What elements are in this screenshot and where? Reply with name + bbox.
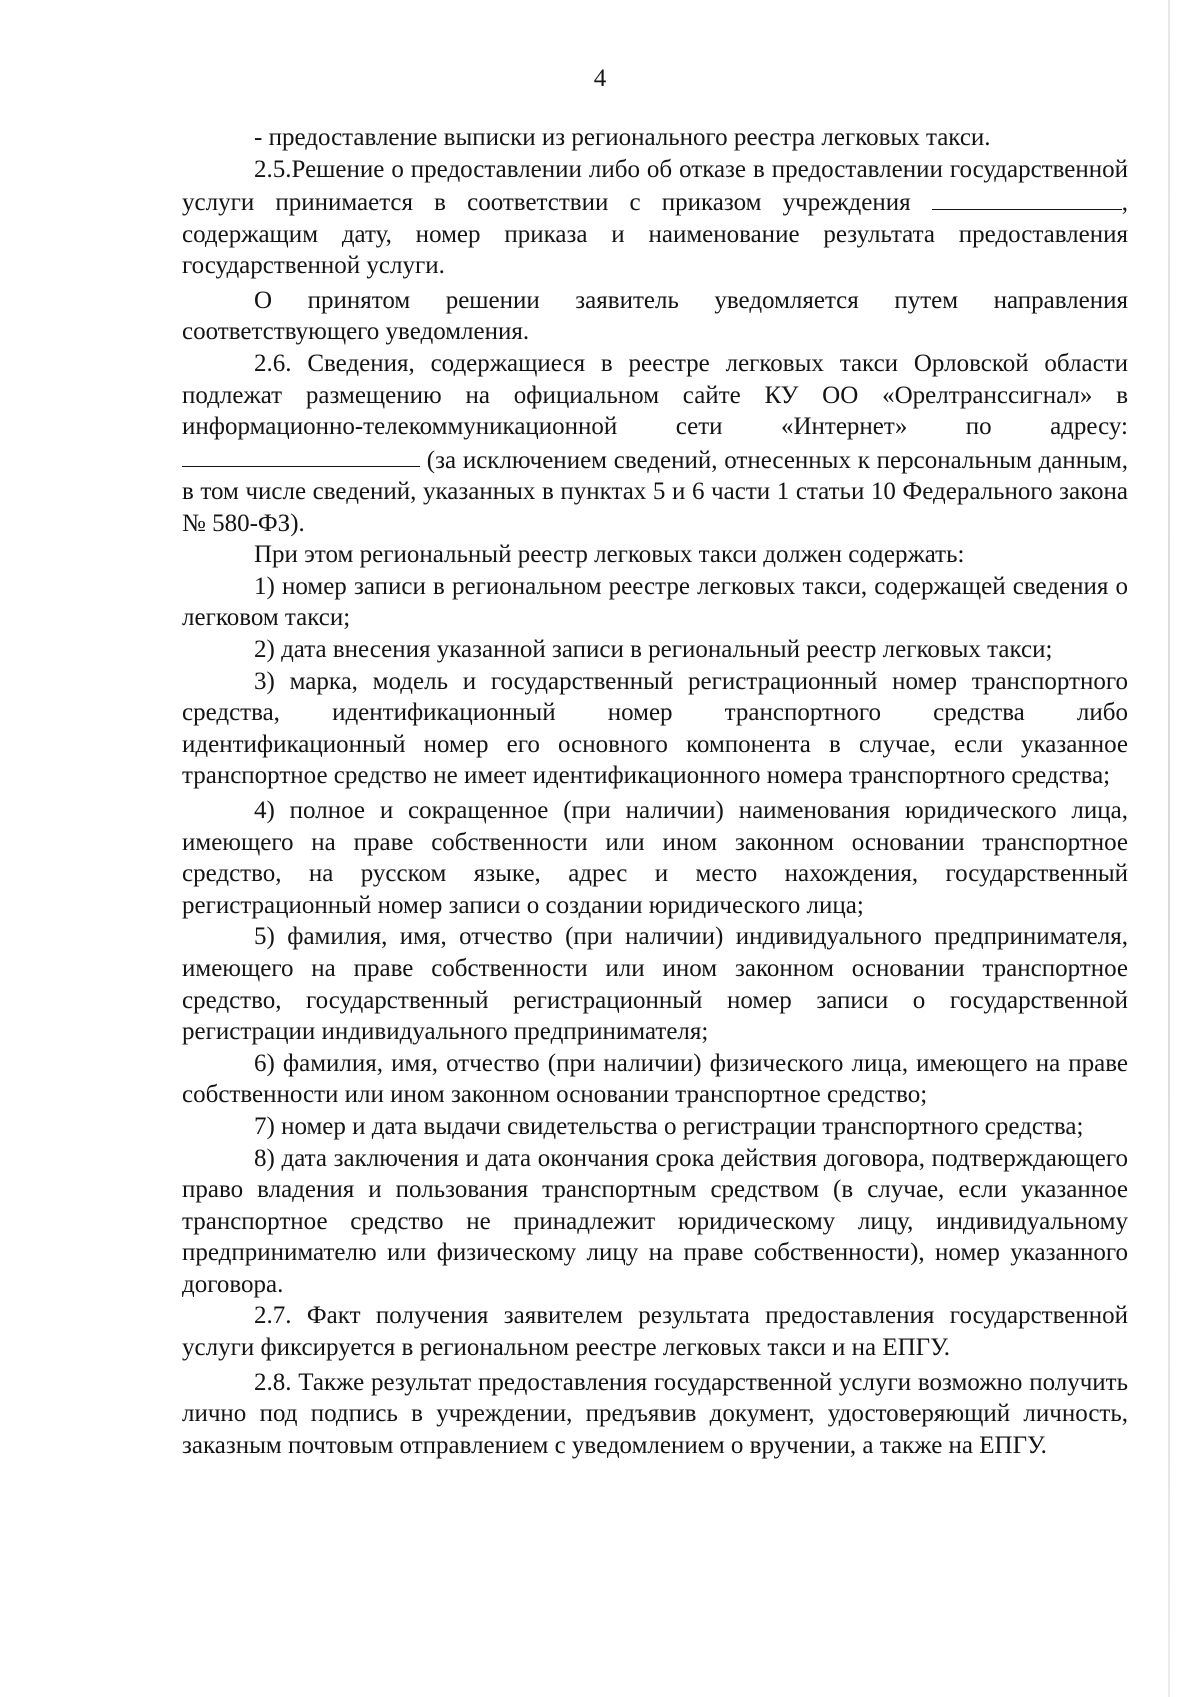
paragraph-text: (за исключением сведений, отнесенных к персональным данным, в том числе сведений, указанных в пунктах 5 и 6 части 1 статьи 10 Федерального закона № 580-ФЗ). bbox=[182, 446, 1128, 537]
paragraph-text: 5) фамилия, имя, отчество (при наличии) индивидуального предпринимателя, имеющего на праве собственности или ином законном основании транспортное средство, государственный регистрационный номер записи о государственной регистрации индивидуального предпринимателя; bbox=[182, 923, 1128, 1046]
paragraph-text: - предоставление выписки из регионального реестра легковых такси. bbox=[254, 124, 991, 151]
paragraph-notification bbox=[182, 285, 1128, 348]
paragraph-extract-item bbox=[182, 122, 1128, 154]
list-item-5 bbox=[182, 921, 1128, 1047]
paragraph-registry-contents bbox=[182, 539, 1128, 571]
paragraph-text: 1) номер записи в региональном реестре легковых такси, содержащей сведения о легковом такси; bbox=[182, 572, 1128, 632]
paragraph-2-8 bbox=[182, 1367, 1128, 1462]
list-item-2 bbox=[182, 634, 1128, 666]
list-item-7 bbox=[182, 1111, 1128, 1143]
paragraph-2-7 bbox=[182, 1300, 1128, 1363]
scan-edge-line bbox=[1168, 0, 1170, 1697]
document-body bbox=[182, 122, 1128, 1461]
paragraph-text: 2.5.Решение о предоставлении либо об отказе в предоставлении государственной услуги принимается в соответствии с приказом учреждения bbox=[182, 155, 1128, 216]
paragraph-text: 2.8. Также результат предоставления государственной услуги возможно получить лично под подпись в учреждении, предъявив документ, удостоверяющий личность, заказным почтовым отправлением с уведомлением о вручении, а также на ЕПГУ. bbox=[182, 1368, 1128, 1459]
paragraph-text: При этом региональный реестр легковых такси должен содержать: bbox=[254, 541, 965, 569]
list-item-8 bbox=[182, 1143, 1128, 1301]
list-item-1 bbox=[182, 571, 1128, 634]
paragraph-text: О принятом решении заявитель уведомляется путем направления соответствующего уведомления. bbox=[182, 286, 1128, 346]
paragraph-text: 2.7. Факт получения заявителем результата предоставления государственной услуги фиксируется в региональном реестре легковых такси и на ЕПГУ. bbox=[182, 1302, 1128, 1362]
paragraph-2-6 bbox=[182, 348, 1128, 539]
blank-institution-line bbox=[932, 185, 1122, 210]
paragraph-text: 8) дата заключения и дата окончания срока действия договора, подтверждающего право владения и пользования транспортным средством (в случае, если указанное транспортное средство не принадлежит юридическому лицу, индивидуальному предпринимателю или физическому лицу на праве собственности), номер указанного договора. bbox=[182, 1144, 1128, 1298]
paragraph-text: 6) фамилия, имя, отчество (при наличии) физического лица, имеющего на праве собственности или ином законном основании транспортное средство; bbox=[182, 1049, 1128, 1109]
paragraph-2-5 bbox=[182, 154, 1128, 282]
paragraph-text: 7) номер и дата выдачи свидетельства о регистрации транспортного средства; bbox=[254, 1112, 1084, 1140]
list-item-6 bbox=[182, 1048, 1128, 1111]
paragraph-text: 2) дата внесения указанной записи в региональный реестр легковых такси; bbox=[254, 636, 1053, 663]
paragraph-text: 4) полное и сокращенное (при наличии) наименования юридического лица, имеющего на праве собственности или ином законном основании транспортное средство, на русском языке, адрес и место нахождения, государственный регистрационный номер записи о создании юридического лица; bbox=[182, 796, 1128, 919]
list-item-3 bbox=[182, 666, 1128, 792]
paragraph-text: 2.6. Сведения, содержащиеся в реестре легковых такси Орловской области подлежат размещению на официальном сайте КУ ОО «Орелтранссигнал» в информационно-телекоммуникационной сети «Интернет» по адресу: bbox=[182, 349, 1128, 441]
paragraph-text: 3) марка, модель и государственный регистрационный номер транспортного средства, идентификационный номер транспортного средства либо идентификационный номер его основного компонента в случае, если указанное транспортное средство не имеет идентификационного номера транспортного средства; bbox=[182, 667, 1128, 790]
blank-address-line bbox=[182, 443, 420, 468]
page-number: 4 bbox=[593, 65, 607, 92]
paragraph-text: , содержащим дату, номер приказа и наименование результата предоставления государственной услуги. bbox=[182, 188, 1128, 280]
list-item-4 bbox=[182, 795, 1128, 921]
